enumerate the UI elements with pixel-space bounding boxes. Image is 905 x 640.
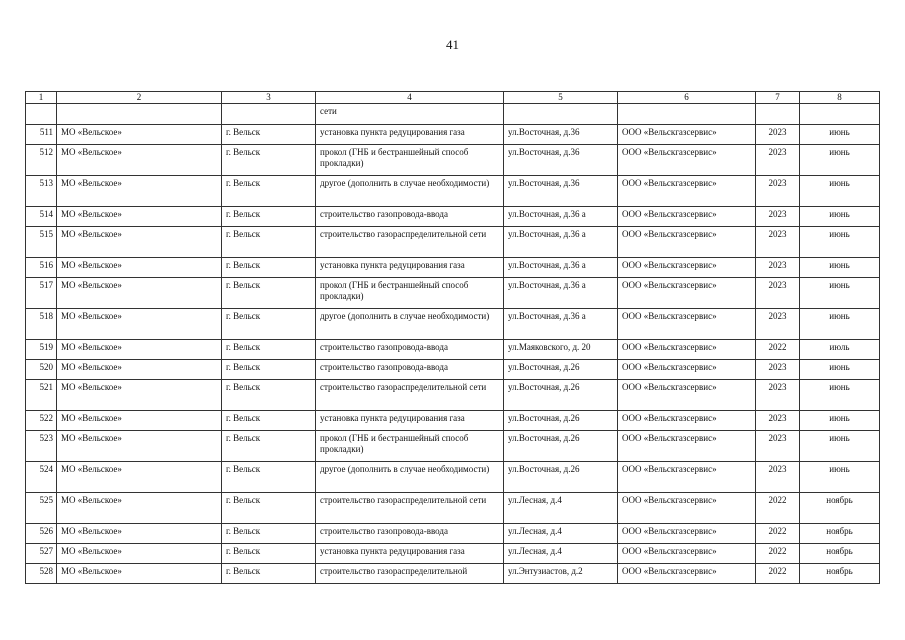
work-type-cell: установка пункта редуцирования газа: [316, 544, 504, 564]
month-cell: июнь: [800, 227, 880, 258]
address-cell: ул.Энтузиастов, д.2: [504, 564, 618, 584]
table-row: [26, 309, 880, 340]
table-row: [26, 340, 880, 360]
address-cell: ул.Восточная, д.36 а: [504, 309, 618, 340]
cell-empty: [618, 104, 756, 125]
organization-cell: ООО «Вельскгазсервис»: [618, 125, 756, 145]
month-cell: ноябрь: [800, 493, 880, 524]
column-number: 8: [800, 92, 880, 104]
address-cell: ул.Восточная, д.36: [504, 145, 618, 176]
table-row: [26, 493, 880, 524]
row-number-cell: 515: [26, 227, 57, 258]
month-cell: июнь: [800, 309, 880, 340]
organization-cell: ООО «Вельскгазсервис»: [618, 431, 756, 462]
month-cell: июль: [800, 340, 880, 360]
municipality-cell: МО «Вельское»: [57, 278, 222, 309]
organization-cell: ООО «Вельскгазсервис»: [618, 176, 756, 207]
cell-empty: [222, 104, 316, 125]
municipality-cell: МО «Вельское»: [57, 125, 222, 145]
works-table: [25, 91, 880, 584]
address-cell: ул.Восточная, д.26: [504, 431, 618, 462]
row-number-cell: 520: [26, 360, 57, 380]
settlement-cell: г. Вельск: [222, 544, 316, 564]
column-number-row: [26, 92, 880, 104]
settlement-cell: г. Вельск: [222, 176, 316, 207]
address-cell: ул.Восточная, д.26: [504, 360, 618, 380]
address-cell: ул.Восточная, д.36: [504, 176, 618, 207]
row-number-cell: 521: [26, 380, 57, 411]
year-cell: 2023: [756, 411, 800, 431]
month-cell: июнь: [800, 462, 880, 493]
municipality-cell: МО «Вельское»: [57, 309, 222, 340]
address-cell: ул.Восточная, д.36 а: [504, 227, 618, 258]
address-cell: ул.Восточная, д.26: [504, 380, 618, 411]
table-row: [26, 145, 880, 176]
month-cell: июнь: [800, 125, 880, 145]
row-number-cell: 516: [26, 258, 57, 278]
year-cell: 2023: [756, 431, 800, 462]
municipality-cell: МО «Вельское»: [57, 340, 222, 360]
cell-empty: [26, 104, 57, 125]
settlement-cell: г. Вельск: [222, 309, 316, 340]
work-type-cell: установка пункта редуцирования газа: [316, 411, 504, 431]
column-number: 2: [57, 92, 222, 104]
year-cell: 2023: [756, 227, 800, 258]
table-row: [26, 360, 880, 380]
organization-cell: ООО «Вельскгазсервис»: [618, 462, 756, 493]
work-type-cell: прокол (ГНБ и бестраншейный способ прокладки): [316, 145, 504, 176]
month-cell: июнь: [800, 360, 880, 380]
year-cell: 2023: [756, 360, 800, 380]
row-number-cell: 523: [26, 431, 57, 462]
column-number: 4: [316, 92, 504, 104]
month-cell: июнь: [800, 380, 880, 411]
year-cell: 2023: [756, 207, 800, 227]
year-cell: 2022: [756, 564, 800, 584]
table-row: [26, 227, 880, 258]
organization-cell: ООО «Вельскгазсервис»: [618, 340, 756, 360]
work-type-cell: установка пункта редуцирования газа: [316, 258, 504, 278]
organization-cell: ООО «Вельскгазсервис»: [618, 360, 756, 380]
year-cell: 2023: [756, 278, 800, 309]
row-number-cell: 528: [26, 564, 57, 584]
year-cell: 2023: [756, 145, 800, 176]
municipality-cell: МО «Вельское»: [57, 493, 222, 524]
row-number-cell: 522: [26, 411, 57, 431]
table-row: [26, 524, 880, 544]
table-row: [26, 544, 880, 564]
municipality-cell: МО «Вельское»: [57, 462, 222, 493]
address-cell: ул.Восточная, д.36 а: [504, 207, 618, 227]
settlement-cell: г. Вельск: [222, 360, 316, 380]
address-cell: ул.Восточная, д.26: [504, 462, 618, 493]
cell-empty: [800, 104, 880, 125]
organization-cell: ООО «Вельскгазсервис»: [618, 309, 756, 340]
table-row: [26, 431, 880, 462]
month-cell: ноябрь: [800, 524, 880, 544]
municipality-cell: МО «Вельское»: [57, 380, 222, 411]
year-cell: 2022: [756, 340, 800, 360]
row-number-cell: 525: [26, 493, 57, 524]
municipality-cell: МО «Вельское»: [57, 176, 222, 207]
year-cell: 2023: [756, 309, 800, 340]
table-row: [26, 564, 880, 584]
work-type-cell: строительство газораспределительной сети: [316, 227, 504, 258]
work-type-cell: строительство газораспределительной сети: [316, 493, 504, 524]
cell-empty: [57, 104, 222, 125]
organization-cell: ООО «Вельскгазсервис»: [618, 524, 756, 544]
table-row: [26, 125, 880, 145]
settlement-cell: г. Вельск: [222, 125, 316, 145]
work-type-cell: прокол (ГНБ и бестраншейный способ прокладки): [316, 431, 504, 462]
work-type-cell: строительство газопровода-ввода: [316, 360, 504, 380]
column-number: 5: [504, 92, 618, 104]
municipality-cell: МО «Вельское»: [57, 524, 222, 544]
year-cell: 2023: [756, 462, 800, 493]
work-type-cell: сети: [316, 104, 504, 125]
municipality-cell: МО «Вельское»: [57, 258, 222, 278]
year-cell: 2022: [756, 544, 800, 564]
address-cell: ул.Лесная, д.4: [504, 544, 618, 564]
month-cell: ноябрь: [800, 544, 880, 564]
municipality-cell: МО «Вельское»: [57, 145, 222, 176]
settlement-cell: г. Вельск: [222, 411, 316, 431]
work-type-cell: строительство газораспределительной: [316, 564, 504, 584]
municipality-cell: МО «Вельское»: [57, 207, 222, 227]
address-cell: ул.Лесная, д.4: [504, 493, 618, 524]
settlement-cell: г. Вельск: [222, 380, 316, 411]
month-cell: июнь: [800, 411, 880, 431]
municipality-cell: МО «Вельское»: [57, 564, 222, 584]
column-number: 1: [26, 92, 57, 104]
table-row: [26, 462, 880, 493]
organization-cell: ООО «Вельскгазсервис»: [618, 145, 756, 176]
row-number-cell: 526: [26, 524, 57, 544]
organization-cell: ООО «Вельскгазсервис»: [618, 380, 756, 411]
row-number-cell: 519: [26, 340, 57, 360]
table-row: [26, 258, 880, 278]
municipality-cell: МО «Вельское»: [57, 227, 222, 258]
table-row: [26, 278, 880, 309]
settlement-cell: г. Вельск: [222, 258, 316, 278]
table-row: [26, 207, 880, 227]
settlement-cell: г. Вельск: [222, 227, 316, 258]
month-cell: ноябрь: [800, 564, 880, 584]
municipality-cell: МО «Вельское»: [57, 360, 222, 380]
work-type-cell: строительство газораспределительной сети: [316, 380, 504, 411]
month-cell: июнь: [800, 431, 880, 462]
row-number-cell: 514: [26, 207, 57, 227]
month-cell: июнь: [800, 258, 880, 278]
settlement-cell: г. Вельск: [222, 340, 316, 360]
municipality-cell: МО «Вельское»: [57, 411, 222, 431]
settlement-cell: г. Вельск: [222, 462, 316, 493]
year-cell: 2023: [756, 258, 800, 278]
cell-empty: [504, 104, 618, 125]
work-type-cell: установка пункта редуцирования газа: [316, 125, 504, 145]
address-cell: ул.Маяковского, д. 20: [504, 340, 618, 360]
address-cell: ул.Восточная, д.36 а: [504, 258, 618, 278]
address-cell: ул.Восточная, д.26: [504, 411, 618, 431]
settlement-cell: г. Вельск: [222, 145, 316, 176]
work-type-cell: другое (дополнить в случае необходимости): [316, 176, 504, 207]
settlement-cell: г. Вельск: [222, 493, 316, 524]
work-type-cell: другое (дополнить в случае необходимости): [316, 462, 504, 493]
row-number-cell: 517: [26, 278, 57, 309]
address-cell: ул.Восточная, д.36: [504, 125, 618, 145]
work-type-cell: строительство газопровода-ввода: [316, 340, 504, 360]
organization-cell: ООО «Вельскгазсервис»: [618, 564, 756, 584]
year-cell: 2022: [756, 493, 800, 524]
continuation-row: [26, 104, 880, 125]
settlement-cell: г. Вельск: [222, 207, 316, 227]
row-number-cell: 511: [26, 125, 57, 145]
address-cell: ул.Восточная, д.36 а: [504, 278, 618, 309]
month-cell: июнь: [800, 207, 880, 227]
month-cell: июнь: [800, 278, 880, 309]
year-cell: 2023: [756, 380, 800, 411]
work-type-cell: другое (дополнить в случае необходимости): [316, 309, 504, 340]
year-cell: 2023: [756, 176, 800, 207]
table-row: [26, 380, 880, 411]
year-cell: 2023: [756, 125, 800, 145]
settlement-cell: г. Вельск: [222, 278, 316, 309]
work-type-cell: строительство газопровода-ввода: [316, 524, 504, 544]
row-number-cell: 527: [26, 544, 57, 564]
row-number-cell: 512: [26, 145, 57, 176]
municipality-cell: МО «Вельское»: [57, 544, 222, 564]
year-cell: 2022: [756, 524, 800, 544]
organization-cell: ООО «Вельскгазсервис»: [618, 278, 756, 309]
organization-cell: ООО «Вельскгазсервис»: [618, 207, 756, 227]
row-number-cell: 524: [26, 462, 57, 493]
organization-cell: ООО «Вельскгазсервис»: [618, 411, 756, 431]
column-number: 3: [222, 92, 316, 104]
organization-cell: ООО «Вельскгазсервис»: [618, 544, 756, 564]
row-number-cell: 513: [26, 176, 57, 207]
settlement-cell: г. Вельск: [222, 431, 316, 462]
month-cell: июнь: [800, 176, 880, 207]
month-cell: июнь: [800, 145, 880, 176]
organization-cell: ООО «Вельскгазсервис»: [618, 227, 756, 258]
page-number: 41: [446, 37, 459, 52]
settlement-cell: г. Вельск: [222, 564, 316, 584]
work-type-cell: строительство газопровода-ввода: [316, 207, 504, 227]
cell-empty: [756, 104, 800, 125]
municipality-cell: МО «Вельское»: [57, 431, 222, 462]
work-type-cell: прокол (ГНБ и бестраншейный способ прокладки): [316, 278, 504, 309]
column-number: 6: [618, 92, 756, 104]
organization-cell: ООО «Вельскгазсервис»: [618, 493, 756, 524]
column-number: 7: [756, 92, 800, 104]
organization-cell: ООО «Вельскгазсервис»: [618, 258, 756, 278]
address-cell: ул.Лесная, д.4: [504, 524, 618, 544]
settlement-cell: г. Вельск: [222, 524, 316, 544]
table-row: [26, 411, 880, 431]
row-number-cell: 518: [26, 309, 57, 340]
table-row: [26, 176, 880, 207]
